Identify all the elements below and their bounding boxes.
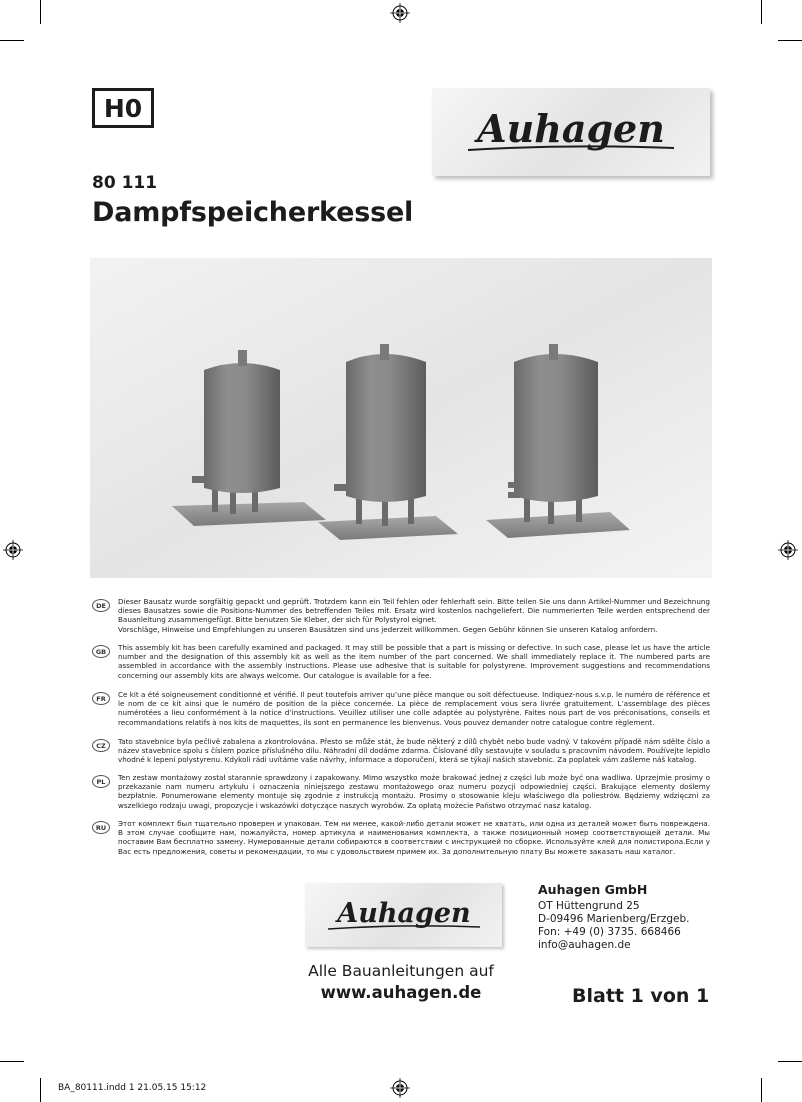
brand-logo-text: Auhagen bbox=[477, 106, 665, 151]
registration-mark-top-icon bbox=[390, 3, 410, 23]
crop-mark-bottom-left-v bbox=[40, 1078, 41, 1102]
crop-mark-top-right-h bbox=[778, 40, 802, 41]
scale-badge: H0 bbox=[92, 88, 154, 128]
crop-mark-top-left-h bbox=[0, 40, 24, 41]
language-badge: RU bbox=[92, 821, 110, 834]
company-street: OT Hüttengrund 25 bbox=[538, 900, 640, 912]
registration-mark-right-icon bbox=[778, 540, 798, 560]
company-email[interactable]: info@auhagen.de bbox=[538, 939, 631, 951]
brand-logo bbox=[432, 88, 710, 176]
language-badge: CZ bbox=[92, 739, 110, 752]
language-badge: FR bbox=[92, 692, 110, 705]
article-number: 80 111 bbox=[92, 173, 158, 193]
company-address bbox=[538, 883, 690, 952]
registration-mark-left-icon bbox=[3, 540, 23, 560]
promo-text: Alle Bauanleitungen auf bbox=[308, 962, 494, 980]
crop-mark-top-left-v bbox=[40, 0, 41, 24]
instruction-text: Этот комплект был тщательно проверен и упакован. Тем ни менее, какой-либо детали может не хватать, или одна из деталей может быть повреждена. В этом случае сообщите нам, пожалуйста, номер артикула и наименования комплекта, а также позиционный номер соответствующей детали. Мы поставим Вам бесплатно замену. Нумерованные детали собираются в соответствии с инструкцией по сборке. Используйте клей для полистирола.Если у Вас есть предложения, советы и рекомендации, то мы с удовольствием примем их. За дополнительную плату Вы можете заказать наш каталог. bbox=[118, 819, 710, 856]
instruction-text: Ten zestaw montażowy został starannie sprawdzony i zapakowany. Mimo wszystko może brakować jednej z części lub może być ona wadliwa. Uprzejmie prosimy o przekazanie nam numeru artykułu i oznaczenia niniejszego zestawu montażowego oraz numeru pozycji odpowiedniej części. Brakujące elementy doślemy bezpłatnie. Ponumerowane elementy montuje się zgodnie z instrukcją montażu. Prosimy o stosowanie kleju właściwego dla poliestrów. Będziemy wdzięczni za wszelkiego rodzaju uwagi, propozycje i wskazówki dotyczące naszych wyrobów. Za opłatą możecie Państwo otrzymać nasz katalog. bbox=[118, 773, 710, 810]
instruction-text: Ce kit a été soigneusement conditionné et vérifié. Il peut toutefois arriver qu’une pièce manque ou soit défectueuse. Indiquez-nous s.v.p. le numéro de référence et le nom de ce kit ainsi que le numéro de position de la pièce concernée. La pièce de remplacement vous sera livrée gratuitement. L’assemblage des pièces numérotées a lieu conformément à la notice d’instructions. Veuillez utiliser une colle adaptée au polystyrène. Faites nous part de vos préconisations, conseils et recommandations relatifs à nos kits de maquettes, ils sont en permanence les bienvenus. Vous pouvez demander notre catalogue contre règlement. bbox=[118, 690, 710, 727]
crop-mark-bottom-right-h bbox=[778, 1061, 802, 1062]
instruction-text-body: Dieser Bausatz wurde sorgfältig gepackt und geprüft. Trotzdem kann ein Teil fehlen oder fehlerhaft sein. Bitte teilen Sie uns dann Artikel-Nummer und Bezeichnung dieses Bausatzes sowie die Positions-Nummer des betreffenden Teiles mit. Ersatz wird kostenlos nachgeliefert. Die nummerierten Teile werden entsprechend der Bauanleitung zusammengefügt. Bitte benutzen Sie Kleber, der sich für Polystyrol eignet. bbox=[118, 597, 710, 625]
footer-brand-logo-text: Auhagen bbox=[336, 898, 471, 929]
registration-mark-bottom-icon bbox=[390, 1078, 410, 1098]
language-badge: PL bbox=[92, 775, 110, 788]
language-badge: GB bbox=[92, 645, 110, 658]
sheet-number: Blatt 1 von 1 bbox=[572, 985, 710, 1007]
crop-mark-bottom-left-h bbox=[0, 1061, 24, 1062]
instruction-text-body-2: Vorschläge, Hinweise und Empfehlungen zu unseren Bausätzen sind uns jederzeit willkommen. Gegen Gebühr können Sie unseren Katalog anfordern. bbox=[118, 624, 658, 634]
instructions-promo bbox=[292, 962, 510, 1002]
company-phone: Fon: +49 (0) 3735. 668466 bbox=[538, 926, 681, 938]
website-link[interactable]: www.auhagen.de bbox=[320, 983, 482, 1002]
company-city: D-09496 Marienberg/Erzgeb. bbox=[538, 913, 690, 925]
language-badge: DE bbox=[92, 599, 110, 612]
page-title: Dampfspeicherkessel bbox=[92, 197, 414, 228]
crop-mark-bottom-right-v bbox=[761, 1078, 762, 1102]
crop-mark-top-right-v bbox=[761, 0, 762, 24]
print-slug: BA_80111.indd 1 21.05.15 15:12 bbox=[58, 1083, 207, 1093]
company-name: Auhagen GmbH bbox=[538, 882, 648, 897]
instruction-text: Tato stavebnice byla pečlivě zabalena a zkontrolována. Přesto se může stát, že bude některý z dílů chybět nebo bude vadný. V takovém případě nám sdělte číslo a název stavebnice spolu s číslem pozice příslušného dílu. Náhradní díl dodáme zdarma. Číslované díly sestavujte v souladu s pracovním návodem. Používejte lepidlo vhodné k lepení polystyrenu. Kdykoli rádi uvítáme vaše návrhy, informace a doporučení, která se týkají našich stavebnic. Za poplatek vám zašleme náš katalog. bbox=[118, 737, 710, 765]
instruction-text bbox=[118, 597, 710, 634]
product-photo bbox=[90, 258, 712, 578]
instruction-text: This assembly kit has been carefully examined and packaged. It may still be possible that a part is missing or defective. In such case, please let us have the article number and the designation of this assembly kit as well as the item number of the part concerned. We shall immediately replace it. The numbered parts are assembled in accordance with the assembly instructions. Please use adhesive that is suitable for polystyrene. Improvement suggestions and recommendations concerning our assembly kits are always welcome. Our catalogue is available for a fee. bbox=[118, 643, 710, 680]
footer-brand-logo bbox=[305, 883, 502, 947]
